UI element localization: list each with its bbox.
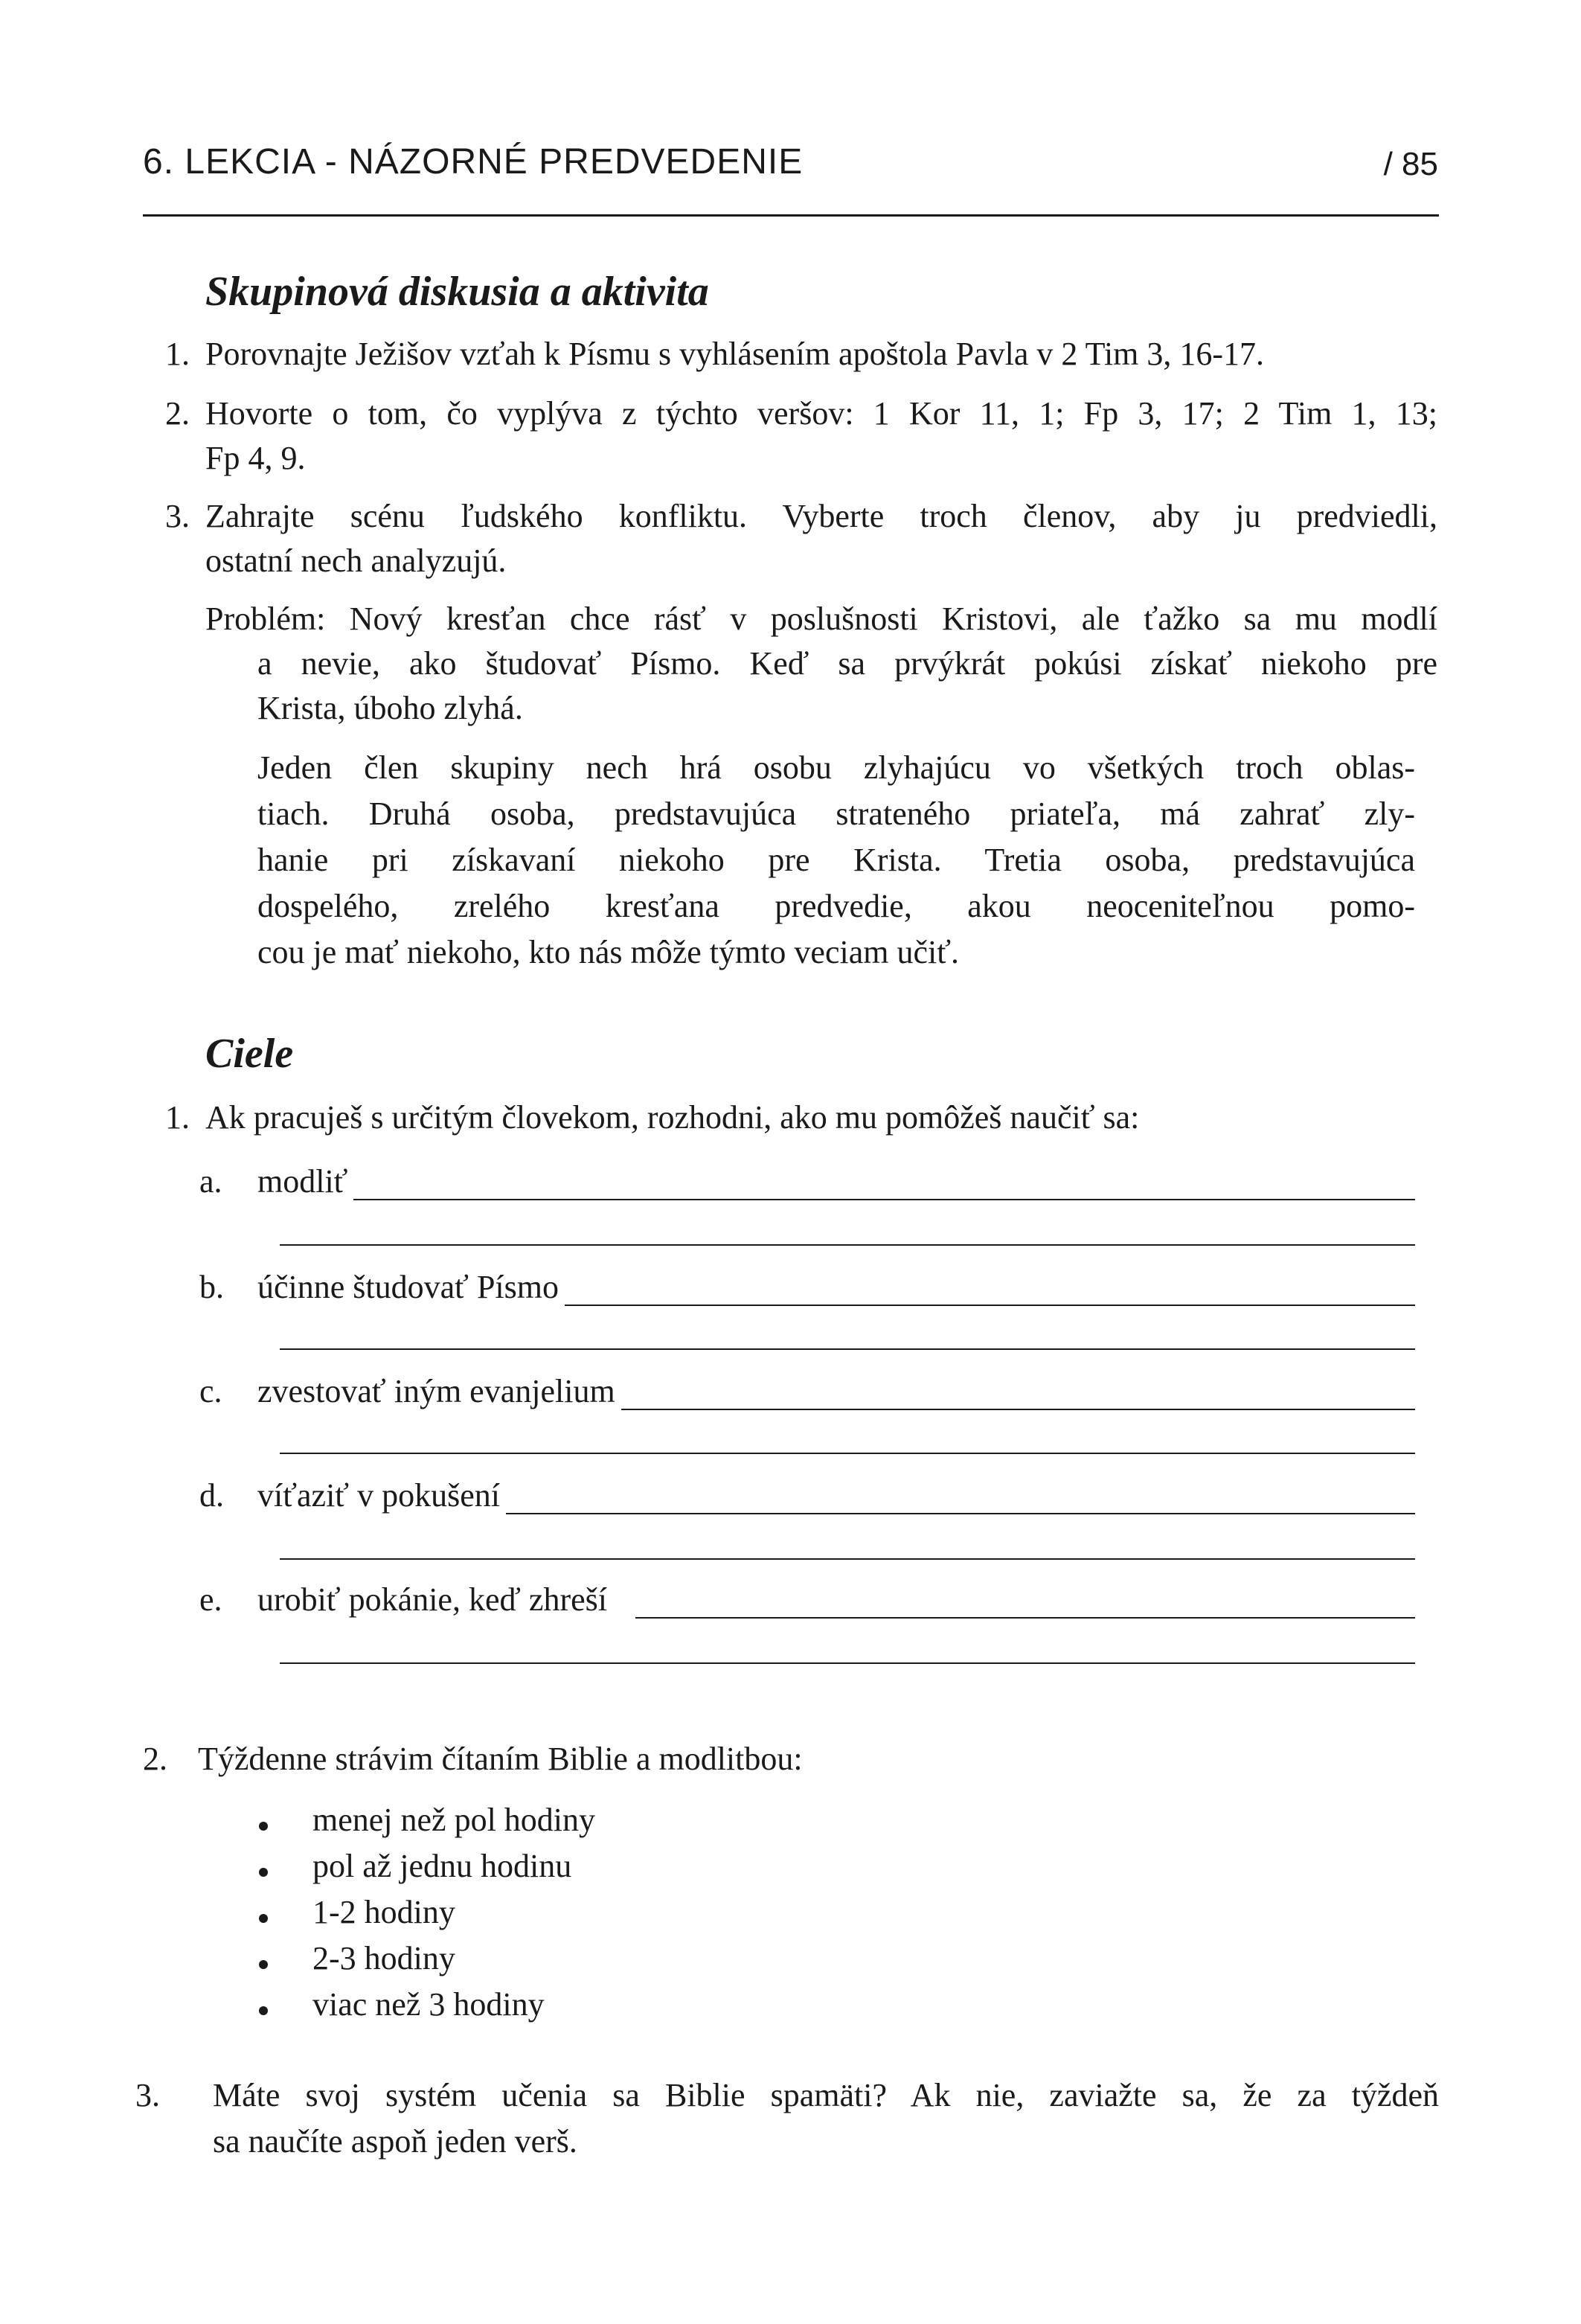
- option-label: urobiť pokánie, keď zhreší: [257, 1581, 607, 1618]
- bullet-option: menej než pol hodiny: [312, 1802, 596, 1838]
- answer-blank[interactable]: [565, 1276, 1415, 1306]
- answer-blank-continuation[interactable]: [280, 1558, 1415, 1560]
- page-number: / 85: [1383, 146, 1438, 182]
- discussion-item-text: Porovnajte Ježišov vzťah k Písmu s vyhlásením apoštola Pavla v 2 Tim 3, 16-17.: [205, 336, 1265, 372]
- roles-text: tiach. Druhá osoba, predstavujúca strateného priateľa, má zahrať zly-: [257, 796, 1415, 832]
- option-letter: c.: [199, 1373, 222, 1409]
- option-letter: e.: [199, 1581, 222, 1618]
- option-label: účinne študovať Písmo: [257, 1269, 559, 1305]
- bullet-dot: [259, 1822, 268, 1831]
- roles-text: Jeden člen skupiny nech hrá osobu zlyhajúcu vo všetkých troch oblas-: [257, 749, 1415, 786]
- answer-row-c: [257, 1372, 1415, 1410]
- header-rule: [143, 214, 1439, 217]
- bullet-option: 1-2 hodiny: [312, 1894, 455, 1930]
- bullet-dot: [259, 2006, 268, 2015]
- problem-text: a nevie, ako študovať Písmo. Keď sa prvýkrát pokúsi získať niekoho pre: [257, 645, 1437, 682]
- answer-row-b: [257, 1268, 1415, 1306]
- answer-blank-continuation[interactable]: [280, 1662, 1415, 1664]
- goal-question-text: Ak pracuješ s určitým človekom, rozhodni, ako mu pomôžeš naučiť sa:: [205, 1099, 1140, 1136]
- option-label: zvestovať iným evanjelium: [257, 1373, 615, 1409]
- discussion-item-text: ostatní nech analyzujú.: [205, 542, 507, 579]
- option-letter: b.: [199, 1269, 224, 1305]
- discussion-item-text: Fp 4, 9.: [205, 440, 306, 476]
- discussion-item-text: Hovorte o tom, čo vyplýva z týchto veršov: 1 Kor 11, 1; Fp 3, 17; 2 Tim 1, 13;: [205, 395, 1437, 432]
- goal-question-text: Týždenne strávim čítaním Biblie a modlitbou:: [198, 1741, 803, 1777]
- bullet-dot: [259, 1960, 268, 1969]
- roles-text: cou je mať niekoho, kto nás môže týmto veciam učiť.: [257, 934, 960, 970]
- problem-text: Krista, úboho zlyhá.: [257, 690, 523, 726]
- option-label: víťaziť v pokušení: [257, 1477, 500, 1514]
- answer-blank[interactable]: [506, 1485, 1415, 1514]
- answer-row-a: [257, 1162, 1415, 1200]
- section-title-discussion: Skupinová diskusia a aktivita: [205, 269, 709, 315]
- answer-blank[interactable]: [635, 1589, 1415, 1619]
- discussion-item-number: 1.: [165, 336, 190, 372]
- goal-question-text: sa naučíte aspoň jeden verš.: [213, 2123, 577, 2160]
- answer-blank-continuation[interactable]: [280, 1244, 1415, 1246]
- answer-blank-continuation[interactable]: [280, 1348, 1415, 1350]
- answer-blank-continuation[interactable]: [280, 1453, 1415, 1454]
- problem-text: Problém: Nový kresťan chce rásť v poslušnosti Kristovi, ale ťažko sa mu modlí: [205, 601, 1437, 637]
- goal-question-number: 1.: [165, 1099, 190, 1136]
- answer-row-e: [257, 1581, 1415, 1619]
- bullet-option: pol až jednu hodinu: [312, 1848, 572, 1884]
- discussion-item-number: 3.: [165, 498, 190, 534]
- answer-blank[interactable]: [353, 1171, 1415, 1200]
- roles-text: dospelého, zrelého kresťana predvedie, akou neoceniteľnou pomo-: [257, 888, 1415, 924]
- answer-blank[interactable]: [621, 1380, 1415, 1410]
- section-title-goals: Ciele: [205, 1031, 294, 1077]
- discussion-item-number: 2.: [165, 395, 190, 432]
- option-letter: a.: [199, 1163, 222, 1200]
- roles-text: hanie pri získavaní niekoho pre Krista. Tretia osoba, predstavujúca: [257, 842, 1415, 878]
- discussion-item-text: Zahrajte scénu ľudského konfliktu. Vyberte troch členov, aby ju predviedli,: [205, 498, 1437, 534]
- goal-question-text: Máte svoj systém učenia sa Biblie spamäti? Ak nie, zaviažte sa, že za týždeň: [213, 2077, 1439, 2113]
- running-header-title: 6. LEKCIA - NÁZORNÉ PREDVEDENIE: [143, 142, 804, 182]
- bullet-dot: [259, 1914, 268, 1923]
- goal-question-number: 2.: [143, 1741, 167, 1777]
- bullet-option: 2-3 hodiny: [312, 1940, 455, 1976]
- bullet-option: viac než 3 hodiny: [312, 1986, 545, 2023]
- option-label: modliť: [257, 1163, 348, 1200]
- answer-row-d: [257, 1476, 1415, 1514]
- bullet-dot: [259, 1868, 268, 1877]
- goal-question-number: 3.: [135, 2077, 160, 2113]
- option-letter: d.: [199, 1477, 224, 1514]
